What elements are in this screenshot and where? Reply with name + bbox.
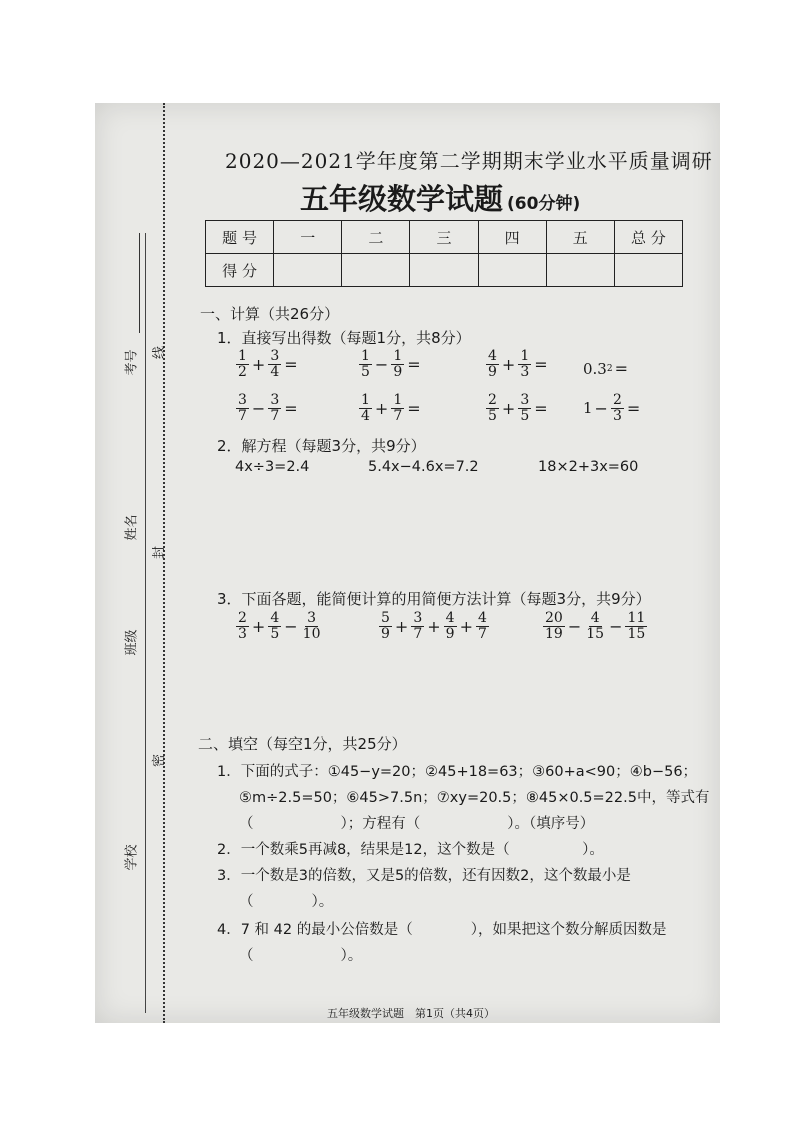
equation-2: 5.4x−4.6x=7.2 xyxy=(368,459,479,475)
score-table-score-row xyxy=(206,254,683,287)
label-xian: 线 xyxy=(152,345,168,360)
fraction: $\frac{4}{9}$ xyxy=(488,348,497,380)
score-header-cell: 总 分 xyxy=(614,221,682,254)
section2-title: 二、填空（每空1分，共25分） xyxy=(198,735,407,753)
fraction: $\frac{1}{4}$ xyxy=(361,392,370,424)
q1-expression-2: $\frac{1}{5}$ − $\frac{1}{9}$ = xyxy=(361,348,421,380)
score-table-header-row xyxy=(206,221,683,254)
section1-title: 一、计算（共26分） xyxy=(200,305,340,323)
exam-title: 2020—2021学年度第二学期期末学业水平质量调研 xyxy=(225,149,713,173)
label-mi: 密 xyxy=(152,753,168,768)
fraction: $\frac{2}{3}$ xyxy=(238,610,247,642)
q1-expression-1: $\frac{1}{2}$ + $\frac{3}{4}$ = xyxy=(238,348,298,380)
fraction: $\frac{3}{5}$ xyxy=(520,392,530,424)
q1-expression-5: $\frac{3}{7}$ − $\frac{3}{7}$ = xyxy=(238,392,298,424)
q3-expression-2: $\frac{5}{9}$ + $\frac{3}{7}$ + $\frac{4}{9}$ + $\frac{4}{7}$ xyxy=(381,610,487,642)
fill-q3-line2: （ ）。 xyxy=(239,894,334,910)
score-header-cell: 四 xyxy=(478,221,546,254)
label-feng: 封 xyxy=(152,545,168,560)
q1-expression-7: $\frac{2}{5}$ + $\frac{3}{5}$ = xyxy=(488,392,548,424)
q3-title: 3．下面各题，能简便计算的用简便方法计算（每题3分，共9分） xyxy=(217,590,651,608)
score-cell[interactable] xyxy=(410,254,478,287)
exam-paper xyxy=(95,103,720,1023)
fill-q1-line3: （ ）；方程有（ ）。（填序号） xyxy=(239,816,595,832)
score-table xyxy=(205,220,683,287)
score-header-cell: 二 xyxy=(342,221,410,254)
q1-expression-8: 1 − $\frac{2}{3}$ = xyxy=(583,392,641,424)
score-cell[interactable] xyxy=(478,254,546,287)
fraction: $\frac{3}{10}$ xyxy=(302,610,321,642)
fraction: $\frac{3}{7}$ xyxy=(238,392,247,424)
label-banji: 班级 xyxy=(124,629,140,656)
fraction: $\frac{1}{3}$ xyxy=(520,348,530,380)
fraction: $\frac{4}{15}$ xyxy=(586,610,605,642)
score-cell[interactable] xyxy=(274,254,342,287)
fraction: $\frac{11}{15}$ xyxy=(627,610,646,642)
fraction: $\frac{1}{2}$ xyxy=(238,348,247,380)
fraction: $\frac{3}{7}$ xyxy=(413,610,423,642)
fraction: $\frac{20}{19}$ xyxy=(545,610,563,642)
binding-dotted-line xyxy=(163,103,165,1023)
fraction: $\frac{4}{9}$ xyxy=(445,610,455,642)
fill-q1-line2: ⑤m÷2.5=50；⑥45>7.5n；⑦xy=20.5；⑧45×0.5=22.5中，等式有 xyxy=(239,790,710,806)
page-footer: 五年级数学试题 第1页（共4页） xyxy=(327,1007,495,1020)
score-cell[interactable] xyxy=(614,254,682,287)
label-xingming: 姓名 xyxy=(124,514,140,541)
label-xuexiao: 学校 xyxy=(124,844,140,871)
fill-q2: 2．一个数乘5再减8，结果是12，这个数是（ ）。 xyxy=(217,842,604,858)
score-cell[interactable] xyxy=(342,254,410,287)
q3-expression-1: $\frac{2}{3}$ + $\frac{4}{5}$ − $\frac{3}{10}$ xyxy=(238,610,321,642)
exam-subtitle xyxy=(300,177,580,218)
score-header-cell: 题 号 xyxy=(206,221,274,254)
binding-solid-line xyxy=(145,233,146,1013)
q3-expression-3: $\frac{20}{19}$ − $\frac{4}{15}$ − $\frac{11}{15}$ xyxy=(545,610,646,642)
fraction: $\frac{2}{3}$ xyxy=(612,392,622,424)
fraction: $\frac{4}{5}$ xyxy=(270,610,280,642)
fraction: $\frac{1}{9}$ xyxy=(393,348,403,380)
fraction: $\frac{2}{5}$ xyxy=(488,392,497,424)
fraction: $\frac{4}{7}$ xyxy=(477,610,487,642)
score-header-cell: 五 xyxy=(546,221,614,254)
fraction: $\frac{1}{7}$ xyxy=(393,392,403,424)
q1-expression-3: $\frac{4}{9}$ + $\frac{1}{3}$ = xyxy=(488,348,548,380)
fill-q4-line2: （ ）。 xyxy=(239,948,363,964)
duration: (60分钟) xyxy=(507,194,581,214)
fraction: $\frac{3}{7}$ xyxy=(270,392,280,424)
q1-expression-4: 0.3 2 = xyxy=(583,359,628,378)
fill-q4-line1: 4．7 和 42 的最小公倍数是（ ），如果把这个数分解质因数是 xyxy=(217,922,667,938)
fraction: $\frac{3}{4}$ xyxy=(270,348,280,380)
q1-title: 1．直接写出得数（每题1分，共8分） xyxy=(217,329,471,347)
fill-q1-line1: 1．下面的式子：①45−y=20；②45+18=63；③60+a<90；④b−56； xyxy=(217,764,698,780)
kaohao-blank xyxy=(139,233,140,333)
subject-title: 五年级数学试题 xyxy=(300,182,504,216)
q2-title: 2．解方程（每题3分，共9分） xyxy=(217,437,426,455)
equation-3: 18×2+3x=60 xyxy=(538,459,639,475)
fraction: $\frac{5}{9}$ xyxy=(381,610,390,642)
label-kaohao: 考号 xyxy=(124,349,140,376)
fraction: $\frac{1}{5}$ xyxy=(361,348,370,380)
score-cell[interactable] xyxy=(546,254,614,287)
equation-1: 4x÷3=2.4 xyxy=(235,459,310,475)
fill-q3-line1: 3．一个数是3的倍数，又是5的倍数，还有因数2，这个数最小是 xyxy=(217,868,631,884)
score-row-label: 得 分 xyxy=(206,254,274,287)
score-header-cell: 一 xyxy=(274,221,342,254)
score-header-cell: 三 xyxy=(410,221,478,254)
q1-expression-6: $\frac{1}{4}$ + $\frac{1}{7}$ = xyxy=(361,392,421,424)
